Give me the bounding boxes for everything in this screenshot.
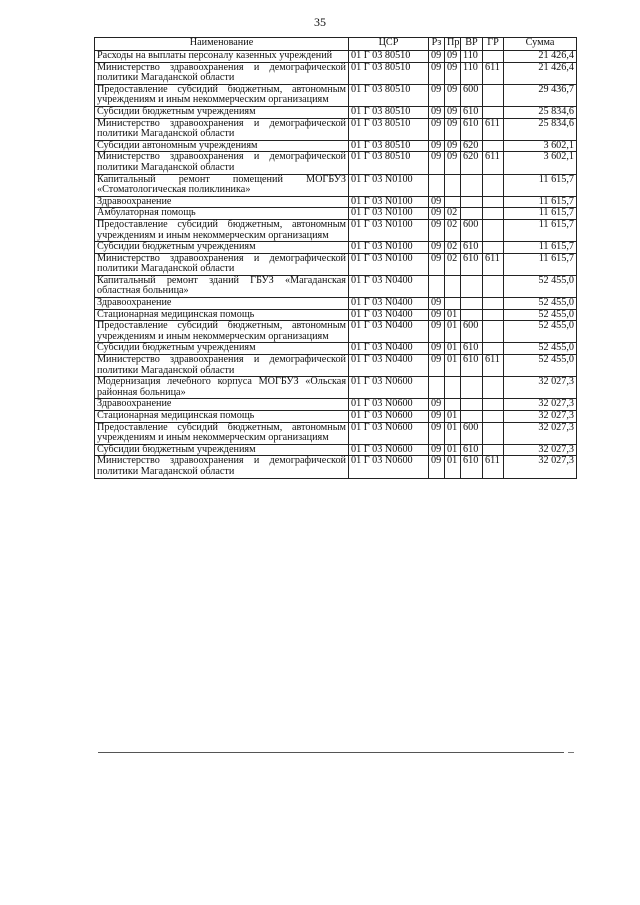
row-rz: 09 (429, 118, 445, 140)
row-csr: 01 Г 03 N0100 (349, 208, 429, 220)
row-pr (445, 377, 461, 399)
row-sum: 32 027,3 (504, 399, 577, 411)
row-rz (429, 275, 445, 297)
row-pr: 09 (445, 140, 461, 152)
row-vr (461, 196, 483, 208)
row-sum: 32 027,3 (504, 411, 577, 423)
row-name: Министерство здравоохранения и демографической политики Магаданской области (95, 456, 349, 478)
row-rz: 09 (429, 242, 445, 254)
row-csr: 01 Г 03 80510 (349, 140, 429, 152)
row-name: Министерство здравоохранения и демографической политики Магаданской области (95, 118, 349, 140)
footer-divider-tick (568, 752, 574, 753)
table-row (95, 196, 577, 208)
row-rz (429, 174, 445, 196)
row-csr: 01 Г 03 N0100 (349, 196, 429, 208)
row-pr: 02 (445, 208, 461, 220)
row-sum: 32 027,3 (504, 444, 577, 456)
row-vr: 610 (461, 118, 483, 140)
row-gr (483, 140, 504, 152)
row-pr: 01 (445, 456, 461, 478)
row-name: Предоставление субсидий бюджетным, автономным учреждениям и иным некоммерческим организациям (95, 219, 349, 241)
row-sum: 11 615,7 (504, 253, 577, 275)
table-row (95, 355, 577, 377)
row-vr: 610 (461, 242, 483, 254)
row-csr: 01 Г 03 N0600 (349, 456, 429, 478)
row-rz (429, 377, 445, 399)
row-gr: 611 (483, 62, 504, 84)
row-vr (461, 275, 483, 297)
row-sum: 52 455,0 (504, 355, 577, 377)
row-pr: 01 (445, 411, 461, 423)
row-vr (461, 309, 483, 321)
row-name: Здравоохранение (95, 196, 349, 208)
row-csr: 01 Г 03 80510 (349, 51, 429, 63)
table-row (95, 62, 577, 84)
row-name: Предоставление субсидий бюджетным, автономным учреждениям и иным некоммерческим организациям (95, 422, 349, 444)
row-name: Стационарная медицинская помощь (95, 411, 349, 423)
row-name: Министерство здравоохранения и демографической политики Магаданской области (95, 152, 349, 174)
header-gr: ГР (483, 38, 504, 51)
row-pr: 09 (445, 84, 461, 106)
row-gr (483, 84, 504, 106)
row-rz: 09 (429, 411, 445, 423)
header-rz: Рз (429, 38, 445, 51)
row-rz: 09 (429, 219, 445, 241)
row-gr (483, 242, 504, 254)
row-pr (445, 298, 461, 310)
row-vr: 600 (461, 321, 483, 343)
row-vr: 620 (461, 152, 483, 174)
row-vr: 610 (461, 456, 483, 478)
row-name: Капитальный ремонт помещений МОГБУЗ «Стоматологическая поликлиника» (95, 174, 349, 196)
row-vr: 610 (461, 253, 483, 275)
row-gr (483, 196, 504, 208)
table-body (95, 51, 577, 479)
table-row (95, 411, 577, 423)
row-pr: 01 (445, 343, 461, 355)
row-pr: 01 (445, 355, 461, 377)
table-row (95, 242, 577, 254)
row-pr: 09 (445, 51, 461, 63)
row-csr: 01 Г 03 N0400 (349, 275, 429, 297)
row-sum: 52 455,0 (504, 298, 577, 310)
page-number: 35 (314, 15, 326, 29)
table-row (95, 343, 577, 355)
row-csr: 01 Г 03 80510 (349, 118, 429, 140)
row-csr: 01 Г 03 N0100 (349, 253, 429, 275)
row-csr: 01 Г 03 N0400 (349, 355, 429, 377)
row-pr: 01 (445, 309, 461, 321)
row-sum: 32 027,3 (504, 377, 577, 399)
row-csr: 01 Г 03 N0400 (349, 321, 429, 343)
header-csr: ЦСР (349, 38, 429, 51)
row-name: Предоставление субсидий бюджетным, автономным учреждениям и иным некоммерческим организациям (95, 84, 349, 106)
row-sum: 21 426,4 (504, 51, 577, 63)
row-vr (461, 377, 483, 399)
row-vr: 110 (461, 51, 483, 63)
row-name: Стационарная медицинская помощь (95, 309, 349, 321)
row-gr (483, 377, 504, 399)
table-row (95, 208, 577, 220)
row-gr (483, 411, 504, 423)
row-csr: 01 Г 03 80510 (349, 152, 429, 174)
row-vr (461, 411, 483, 423)
row-csr: 01 Г 03 N0400 (349, 309, 429, 321)
row-gr: 611 (483, 118, 504, 140)
table-row (95, 106, 577, 118)
row-csr: 01 Г 03 N0100 (349, 242, 429, 254)
row-vr: 610 (461, 444, 483, 456)
budget-table (94, 37, 577, 479)
row-sum: 32 027,3 (504, 456, 577, 478)
row-sum: 11 615,7 (504, 219, 577, 241)
row-name: Субсидии бюджетным учреждениям (95, 343, 349, 355)
row-name: Расходы на выплаты персоналу казенных учреждений (95, 51, 349, 63)
table-row (95, 321, 577, 343)
row-gr: 611 (483, 355, 504, 377)
row-rz: 09 (429, 321, 445, 343)
row-vr: 110 (461, 62, 483, 84)
row-pr: 02 (445, 219, 461, 241)
row-sum: 11 615,7 (504, 242, 577, 254)
row-name: Субсидии автономным учреждениям (95, 140, 349, 152)
row-sum: 52 455,0 (504, 321, 577, 343)
table-row (95, 174, 577, 196)
row-name: Субсидии бюджетным учреждениям (95, 106, 349, 118)
row-csr: 01 Г 03 N0600 (349, 422, 429, 444)
row-rz: 09 (429, 343, 445, 355)
row-name: Амбулаторная помощь (95, 208, 349, 220)
row-csr: 01 Г 03 N0600 (349, 444, 429, 456)
row-rz: 09 (429, 196, 445, 208)
row-vr (461, 399, 483, 411)
row-gr: 611 (483, 152, 504, 174)
row-sum: 29 436,7 (504, 84, 577, 106)
table-row (95, 219, 577, 241)
row-vr: 610 (461, 343, 483, 355)
row-gr (483, 422, 504, 444)
row-name: Предоставление субсидий бюджетным, автономным учреждениям и иным некоммерческим организациям (95, 321, 349, 343)
row-csr: 01 Г 03 N0600 (349, 411, 429, 423)
row-gr (483, 444, 504, 456)
row-vr: 600 (461, 84, 483, 106)
row-pr (445, 196, 461, 208)
footer-divider (98, 752, 564, 753)
row-rz: 09 (429, 51, 445, 63)
row-gr (483, 309, 504, 321)
row-csr: 01 Г 03 N0100 (349, 174, 429, 196)
table-row (95, 118, 577, 140)
row-pr: 01 (445, 444, 461, 456)
row-sum: 3 602,1 (504, 152, 577, 174)
row-vr: 620 (461, 140, 483, 152)
row-rz: 09 (429, 399, 445, 411)
row-vr: 600 (461, 219, 483, 241)
table-row (95, 309, 577, 321)
row-gr (483, 298, 504, 310)
row-sum: 11 615,7 (504, 208, 577, 220)
row-csr: 01 Г 03 N0600 (349, 377, 429, 399)
row-name: Субсидии бюджетным учреждениям (95, 242, 349, 254)
row-gr (483, 51, 504, 63)
row-pr (445, 174, 461, 196)
row-name: Здравоохранение (95, 399, 349, 411)
row-csr: 01 Г 03 N0600 (349, 399, 429, 411)
row-pr: 02 (445, 253, 461, 275)
row-sum: 52 455,0 (504, 309, 577, 321)
row-gr (483, 219, 504, 241)
row-name: Здравоохранение (95, 298, 349, 310)
row-gr (483, 275, 504, 297)
table-row (95, 456, 577, 478)
row-gr (483, 399, 504, 411)
row-gr (483, 208, 504, 220)
row-rz: 09 (429, 355, 445, 377)
row-gr (483, 106, 504, 118)
table-row (95, 422, 577, 444)
row-pr: 09 (445, 62, 461, 84)
row-csr: 01 Г 03 80510 (349, 106, 429, 118)
row-name: Министерство здравоохранения и демографической политики Магаданской области (95, 253, 349, 275)
row-name: Министерство здравоохранения и демографической политики Магаданской области (95, 62, 349, 84)
row-sum: 3 602,1 (504, 140, 577, 152)
row-sum: 25 834,6 (504, 118, 577, 140)
row-vr (461, 208, 483, 220)
row-rz: 09 (429, 84, 445, 106)
table-row (95, 275, 577, 297)
row-gr: 611 (483, 456, 504, 478)
row-gr (483, 343, 504, 355)
row-rz: 09 (429, 298, 445, 310)
row-vr: 600 (461, 422, 483, 444)
row-pr (445, 399, 461, 411)
table-row (95, 152, 577, 174)
header-vr: ВР (461, 38, 483, 51)
row-sum: 25 834,6 (504, 106, 577, 118)
row-sum: 52 455,0 (504, 343, 577, 355)
row-rz: 09 (429, 62, 445, 84)
table-row (95, 84, 577, 106)
row-sum: 52 455,0 (504, 275, 577, 297)
row-vr: 610 (461, 355, 483, 377)
row-sum: 21 426,4 (504, 62, 577, 84)
row-gr: 611 (483, 253, 504, 275)
row-csr: 01 Г 03 N0100 (349, 219, 429, 241)
table-row (95, 444, 577, 456)
table-row (95, 51, 577, 63)
row-rz: 09 (429, 152, 445, 174)
row-vr (461, 298, 483, 310)
row-vr: 610 (461, 106, 483, 118)
table-row (95, 253, 577, 275)
row-pr: 09 (445, 106, 461, 118)
row-pr: 09 (445, 118, 461, 140)
row-sum: 11 615,7 (504, 174, 577, 196)
table-row (95, 399, 577, 411)
table-row (95, 377, 577, 399)
table-row (95, 298, 577, 310)
header-sum: Сумма (504, 38, 577, 51)
row-pr: 01 (445, 422, 461, 444)
row-name: Субсидии бюджетным учреждениям (95, 444, 349, 456)
row-rz: 09 (429, 253, 445, 275)
table-header-row (95, 38, 577, 51)
row-pr: 01 (445, 321, 461, 343)
row-pr: 09 (445, 152, 461, 174)
row-rz: 09 (429, 208, 445, 220)
row-csr: 01 Г 03 N0400 (349, 298, 429, 310)
row-rz: 09 (429, 422, 445, 444)
row-sum: 11 615,7 (504, 196, 577, 208)
row-vr (461, 174, 483, 196)
header-name: Наименование (95, 38, 349, 51)
row-gr (483, 321, 504, 343)
row-rz: 09 (429, 106, 445, 118)
row-rz: 09 (429, 140, 445, 152)
row-pr (445, 275, 461, 297)
row-sum: 32 027,3 (504, 422, 577, 444)
row-rz: 09 (429, 456, 445, 478)
row-csr: 01 Г 03 80510 (349, 62, 429, 84)
table-row (95, 140, 577, 152)
row-name: Министерство здравоохранения и демографической политики Магаданской области (95, 355, 349, 377)
row-gr (483, 174, 504, 196)
row-rz: 09 (429, 309, 445, 321)
row-pr: 02 (445, 242, 461, 254)
row-name: Модернизация лечебного корпуса МОГБУЗ «Ольская районная больница» (95, 377, 349, 399)
row-name: Капитальный ремонт зданий ГБУЗ «Магаданская областная больница» (95, 275, 349, 297)
row-rz: 09 (429, 444, 445, 456)
row-csr: 01 Г 03 N0400 (349, 343, 429, 355)
row-csr: 01 Г 03 80510 (349, 84, 429, 106)
header-pr: Пр (445, 38, 461, 51)
